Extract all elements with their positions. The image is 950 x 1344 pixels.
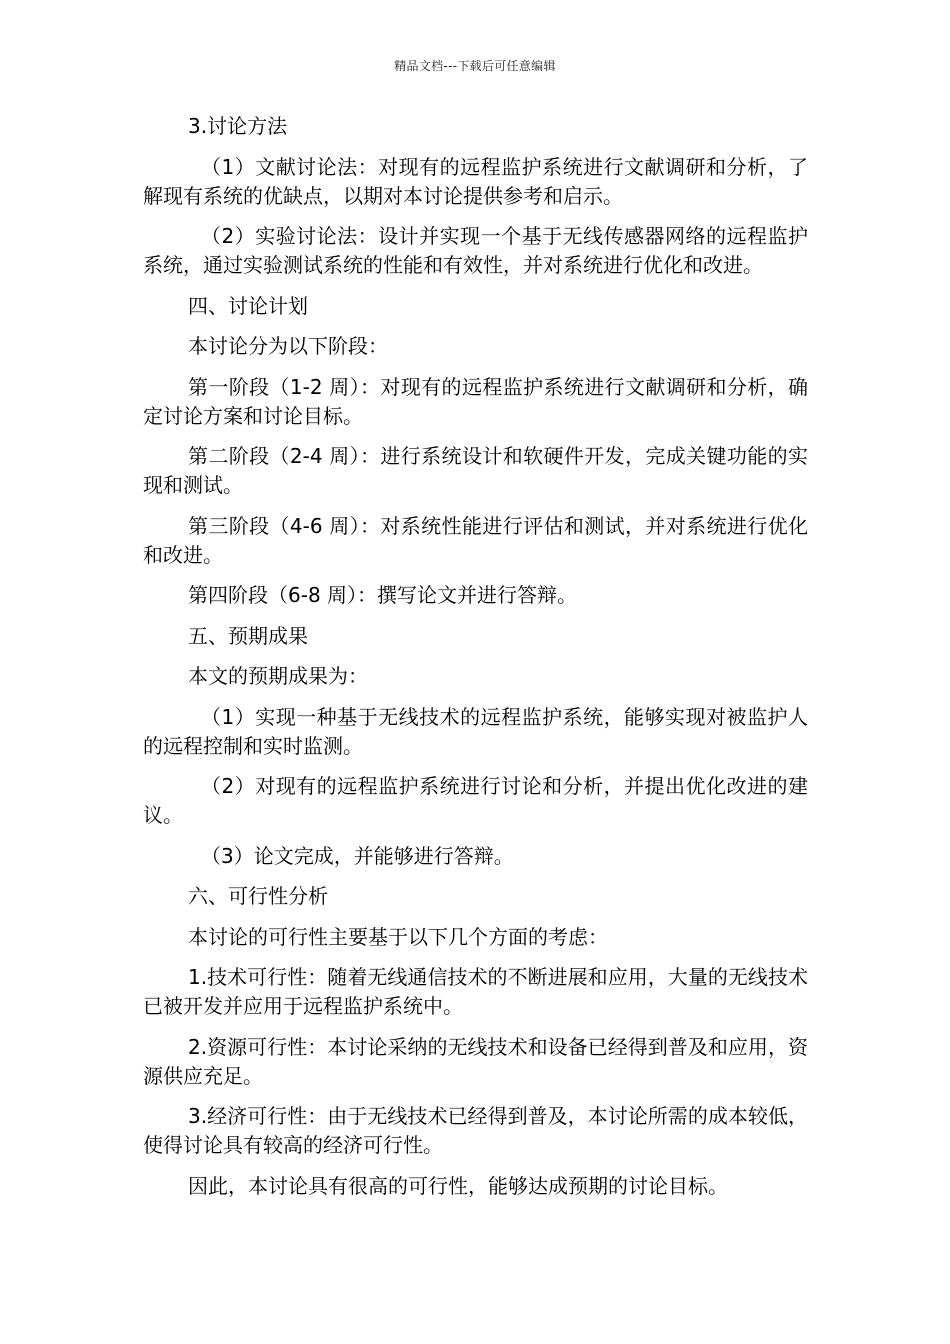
outcome-item-3: （3）论文完成，并能够进行答辩。 — [201, 843, 514, 868]
plan-stage-3-paragraph: 第三阶段（4-6 周）：对系统性能进行评估和测试，并对系统进行优化和改进。 — [143, 513, 808, 567]
feasibility-economic-paragraph: 3.经济可行性：由于无线技术已经得到普及，本讨论所需的成本较低，使得讨论具有较高的经济可行性。 — [143, 1104, 808, 1157]
feasibility-resource-paragraph: 2.资源可行性：本讨论采纳的无线技术和设备已经得到普及和应用，资源供应充足。 — [143, 1034, 808, 1088]
page-header-note: 精品文档---下载后可任意编辑 — [394, 59, 556, 73]
outcome-item-2: （2）对现有的远程监护系统进行讨论和分析，并提出优化改进的建议。 — [143, 774, 808, 827]
section-heading-plan: 四、讨论计划 — [188, 293, 308, 318]
method-experiment-paragraph: （2）实验讨论法：设计并实现一个基于无线传感器网络的远程监护系统，通过实验测试系统的性能和有效性，并对系统进行优化和改进。 — [143, 224, 808, 277]
method-literature-paragraph: （1）文献讨论法：对现有的远程监护系统进行文献调研和分析，了解现有系统的优缺点，以期对本讨论提供参考和启示。 — [143, 154, 808, 208]
section-heading-feasibility: 六、可行性分析 — [188, 884, 328, 908]
outcome-item-1: （1）实现一种基于无线技术的远程监护系统，能够实现对被监护人的远程控制和实时监测。 — [143, 704, 808, 758]
section-heading-methods: 3.讨论方法 — [188, 114, 288, 138]
document-body — [143, 112, 808, 1212]
feasibility-conclusion-paragraph: 因此，本讨论具有很高的可行性，能够达成预期的讨论目标。 — [188, 1173, 728, 1198]
feasibility-technical-paragraph: 1.技术可行性：随着无线通信技术的不断进展和应用，大量的无线技术已被开发并应用于远程监护系统中。 — [143, 965, 808, 1018]
plan-stage-2-paragraph: 第二阶段（2-4 周）：进行系统设计和软硬件开发，完成关键功能的实现和测试。 — [143, 444, 808, 497]
plan-stage-4-paragraph: 第四阶段（6-8 周）：撰写论文并进行答辩。 — [188, 583, 578, 607]
outcomes-intro-paragraph: 本文的预期成果为： — [188, 664, 368, 688]
feasibility-intro-paragraph: 本讨论的可行性主要基于以下几个方面的考虑： — [188, 924, 608, 949]
section-heading-outcomes: 五、预期成果 — [188, 623, 308, 648]
plan-intro-paragraph: 本讨论分为以下阶段： — [188, 334, 388, 358]
plan-stage-1-paragraph: 第一阶段（1-2 周）：对现有的远程监护系统进行文献调研和分析，确定讨论方案和讨论目标。 — [143, 374, 808, 428]
